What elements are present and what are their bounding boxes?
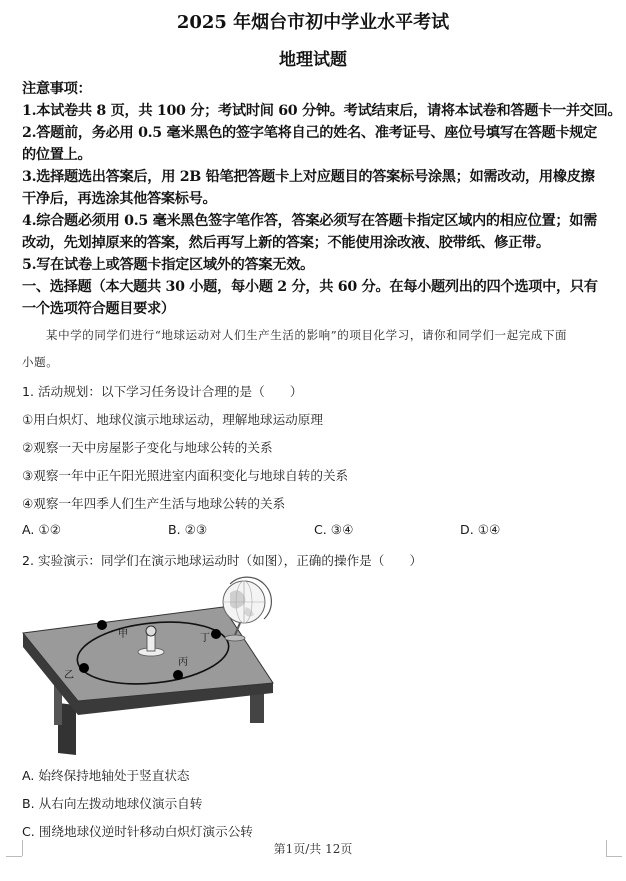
intro-text-cont: 小题。 [22, 355, 59, 369]
question-1-item: ④观察一年四季人们生产生活与地球公转的关系 [22, 496, 286, 511]
notes-heading: 注意事项： [22, 81, 92, 97]
note-line: 干净后，再选涂其他答案标号。 [22, 191, 217, 207]
page-footer: 第1页/共 12页 [273, 842, 353, 856]
question-1-option-d: D. ①④ [460, 522, 501, 537]
note-line: 3.选择题选出答案后，用 2B 铅笔把答题卡上对应题目的答案标号涂黑；如需改动，用橡皮擦 [22, 169, 595, 185]
position-ding-dot [211, 629, 221, 639]
note-line: 的位置上。 [22, 147, 92, 163]
exam-subtitle: 地理试题 [279, 50, 347, 70]
section-heading: 一、选择题（本大题共 30 小题，每小题 2 分，共 60 分。在每小题列出的四个选项中，只有 [22, 279, 598, 295]
intro-text: 某中学的同学们进行“地球运动对人们生产生活的影响”的项目化学习，请你和同学们一起完成下面 [46, 328, 568, 342]
earth-motion-figure [18, 575, 278, 760]
question-2-option-a: A. 始终保持地轴处于竖直状态 [22, 768, 190, 783]
question-1-option-a: A. ①② [22, 522, 61, 537]
question-1-item: ①用白炽灯、地球仪演示地球运动，理解地球运动原理 [22, 412, 323, 427]
question-1-stem: 1. 活动规划：以下学习任务设计合理的是（ ） [22, 384, 303, 399]
position-yi-dot [79, 663, 89, 673]
note-line: 改动，先划掉原来的答案，然后再写上新的答案；不能使用涂改液、胶带纸、修正带。 [22, 235, 550, 251]
note-line: 2.答题前，务必用 0.5 毫米黑色的签字笔将自己的姓名、准考证号、座位号填写在答题卡规定 [22, 125, 598, 141]
label-ding: 丁 [200, 633, 210, 644]
note-line: 4.综合题必须用 0.5 毫米黑色签字笔作答，答案必须写在答题卡指定区域内的相应位置；如需 [22, 213, 598, 229]
question-2-option-c: C. 围绕地球仪逆时针移动白炽灯演示公转 [22, 824, 253, 839]
label-jia: 甲 [118, 629, 128, 640]
label-bing: 丙 [178, 657, 188, 668]
note-line: 5.写在试卷上或答题卡指定区域外的答案无效。 [22, 257, 314, 273]
question-2-option-b: B. 从右向左拨动地球仪演示自转 [22, 796, 203, 811]
position-jia-dot [97, 620, 107, 630]
question-1-option-b: B. ②③ [168, 522, 208, 537]
question-1-item: ③观察一年中正午阳光照进室内面积变化与地球自转的关系 [22, 468, 349, 483]
question-2-stem: 2. 实验演示：同学们在演示地球运动时（如图），正确的操作是（ ） [22, 553, 423, 568]
question-1-option-c: C. ③④ [314, 522, 354, 537]
question-1-item: ②观察一天中房屋影子变化与地球公转的关系 [22, 440, 273, 455]
label-yi: 乙 [64, 670, 74, 681]
note-line: 1.本试卷共 8 页，共 100 分；考试时间 60 分钟。考试结束后，请将本试卷和答题卡一并交回。 [22, 103, 622, 119]
section-heading-cont: 一个选项符合题目要求） [22, 301, 175, 317]
exam-title: 2025 年烟台市初中学业水平考试 [176, 12, 450, 33]
position-bing-dot [173, 670, 183, 680]
